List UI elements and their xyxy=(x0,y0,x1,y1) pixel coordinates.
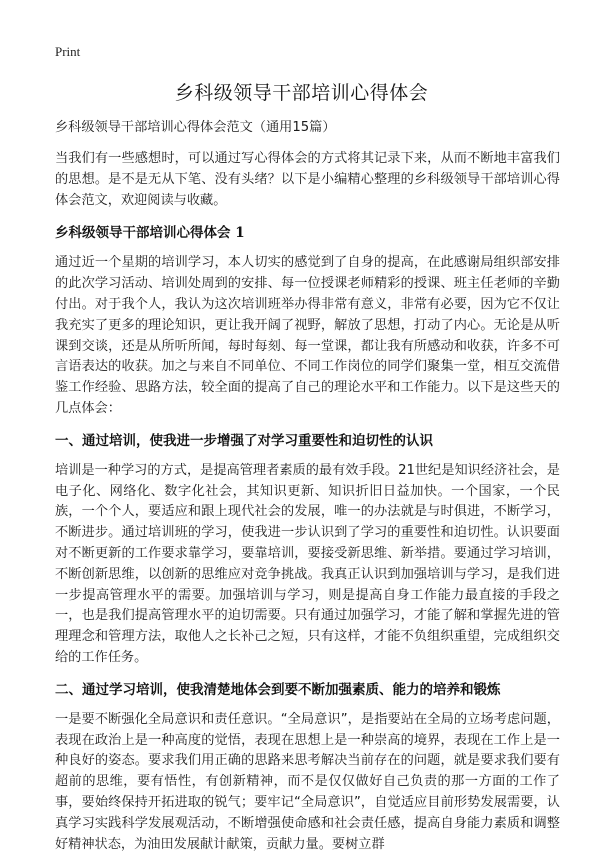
heading-2: 二、通过学习培训，使我清楚地体会到要不断加强素质、能力的培养和锻炼 xyxy=(55,681,501,698)
section-1-paragraph: 通过近一个星期的培训学习，本人切实的感觉到了自身的提高，在此感谢局组织部安排的此次学习活动、培训处周到的安排、每一位授课老师精彩的授课、班主任老师的辛勤付出。对于我个人，我认为这次培训班举办得非常有意义，非常有必要，因为它不仅让我充实了更多的理论知识，更让我开阔了视野，解放了思想，打动了内心。无论是从听课到交谈，还是从所听所闻，每时每刻、每一堂课，都让我有所感动和收获，许多不可言语表达的收获。加之与来自不同单位、不同工作岗位的同学们聚集一堂，相互交流借鉴工作经验、思路方法，较全面的提高了自己的理论水平和工作能力。以下是这些天的几点体会： xyxy=(55,255,560,416)
intro-paragraph: 当我们有一些感想时，可以通过写心得体会的方式将其记录下来，从而不断地丰富我们的思想。是不是无从下笔、没有头绪？以下是小编精心整理的乡科级领导干部培训心得体会范文，欢迎阅读与收藏。 xyxy=(55,151,560,208)
heading-2-paragraph: 一是要不断强化全局意识和责任意识。“全局意识”，是指要站在全局的立场考虑问题，表现在政治上是一种高度的觉悟，表现在思想上是一种崇高的境界，表现在工作上是一种良好的姿态。要求我们用正确的思路来思考解决当前存在的问题，就是要求我们要有超前的思维，要有悟性，有创新精神，而不是仅仅做好自己负责的那一方面的工作了事，要始终保持开拓进取的锐气；要牢记“全局意识”，自觉适应目前形势发展需要，认真学习实践科学发展观活动，不断增强使命感和社会责任感，提高自身能力素质和调整好精神状态，为油田发展献计献策，贡献力量。要树立群 xyxy=(55,711,560,852)
heading-1: 一、通过培训，使我进一步增强了对学习重要性和迫切性的认识 xyxy=(55,432,433,449)
section-1-title: 乡科级领导干部培训心得体会 1 xyxy=(55,225,245,242)
heading-1-paragraph: 培训是一种学习的方式，是提高管理者素质的最有效手段。21世纪是知识经济社会，是电子化、网络化、数字化社会，其知识更新、知识折旧日益加快。一个国家，一个民族，一个个人，要适应和跟上现代社会的发展，唯一的办法就是与时俱进，不断学习，不断进步。通过培训班的学习，使我进一步认识到了学习的重要性和迫切性。认识要面对不断更新的工作要求靠学习，要靠培训，要接受新思维、新举措。要通过学习培训，不断创新思维，以创新的思维应对竞争挑战。我真正认识到加强培训与学习，是我们进一步提高管理水平的需要。加强培训与学习，则是提高自身工作能力最直接的手段之一，也是我们提高管理水平的迫切需要。只有通过加强学习，才能了解和掌握先进的管理理念和管理方法，取他人之长补己之短，只有这样，才能不负组织重望，完成组织交给的工作任务。 xyxy=(55,462,560,665)
document-body xyxy=(55,118,560,855)
page-title: 乡科级领导干部培训心得体会 xyxy=(174,82,429,104)
document-subtitle: 乡科级领导干部培训心得体会范文（通用15篇） xyxy=(55,120,336,135)
print-link[interactable]: Print xyxy=(55,44,81,59)
